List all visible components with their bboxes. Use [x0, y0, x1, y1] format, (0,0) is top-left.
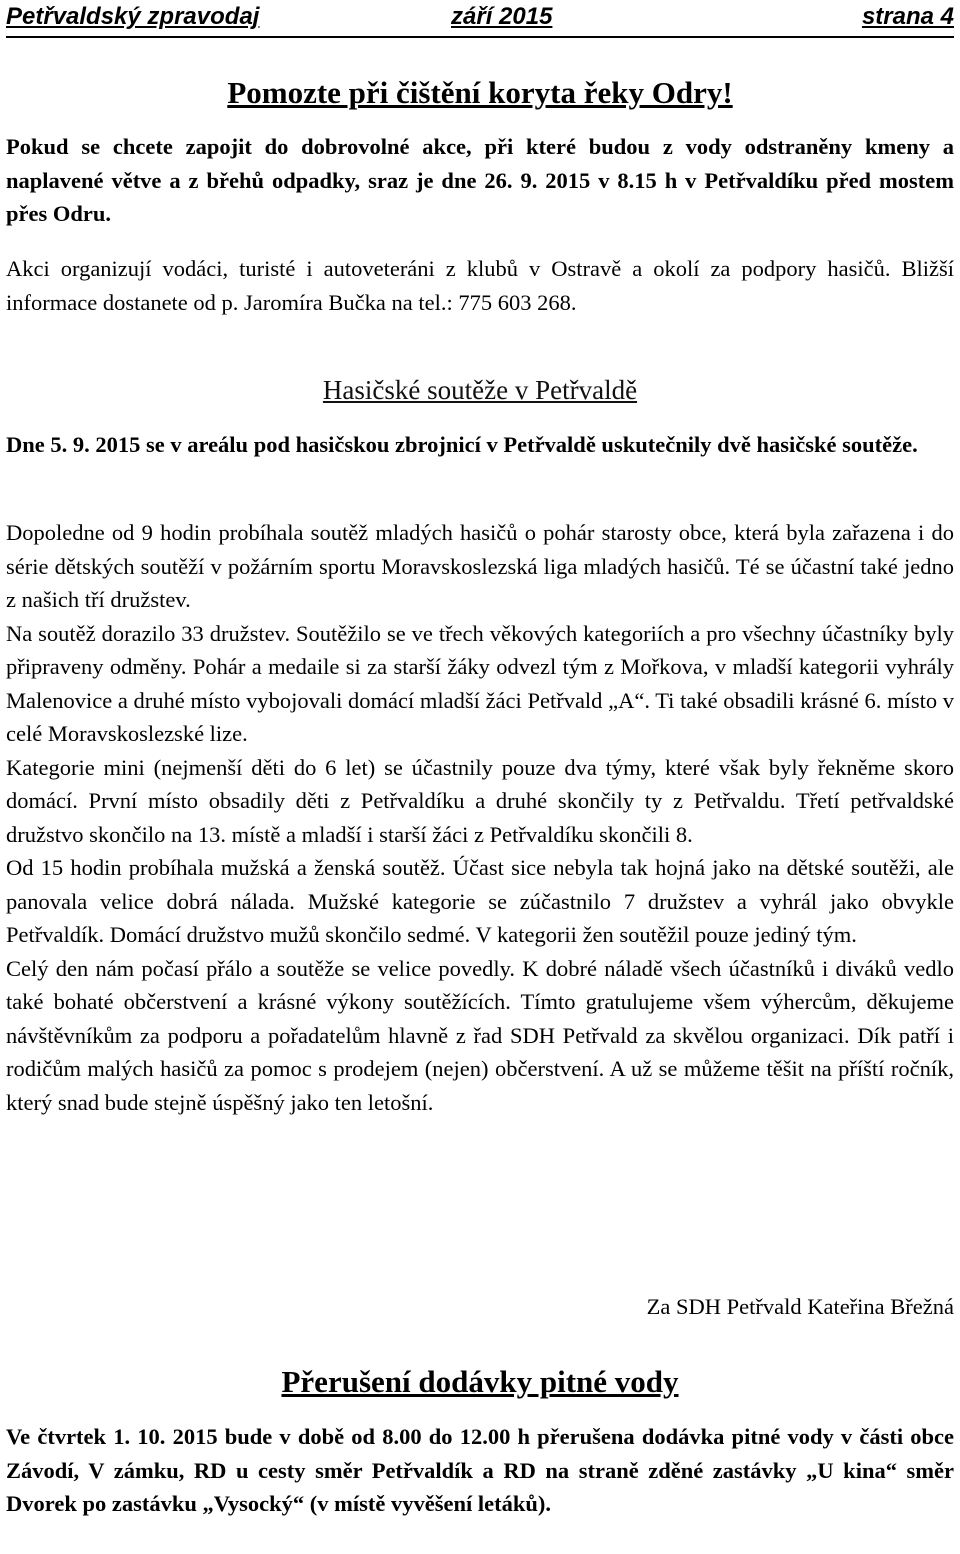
- page-header: [6, 2, 954, 38]
- article-title-voda: Přerušení dodávky pitné vody: [281, 1364, 679, 1399]
- page-number: strana 4: [861, 3, 954, 30]
- body-paragraph: Kategorie mini (nejmenší děti do 6 let) se účastnily pouze dva týmy, které však byly řekněme skoro domácí. První místo obsadily děti z Petřvaldíku a druhé skončily ty z Petřvaldu. Třetí petřvaldské družstvo skončilo na 13. místě a mladší i starší žáci z Petřvaldíku skončili 8.: [6, 754, 954, 847]
- body-paragraph: Dopoledne od 9 hodin probíhala soutěž mladých hasičů o pohár starosty obce, která byla zařazena i do série dětských soutěží v požárním sportu Moravskoslezská liga mladých hasičů. Té se účastní také jedno z našich tří družstev.: [6, 520, 954, 612]
- article-signature: Za SDH Petřvald Kateřina Břežná: [646, 1294, 954, 1319]
- article-title-hasici: Hasičské soutěže v Petřvaldě: [322, 375, 638, 405]
- article-body-hasici: [6, 516, 954, 1119]
- article-lead-odra: [6, 130, 954, 231]
- article-lead-hasici: [6, 428, 954, 462]
- body-paragraph: Ve čtvrtek 1. 10. 2015 bude v době od 8.00 do 12.00 h přerušena dodávka pitné vody v části obce Závodí, V zámku, RD u cesty směr Petřvaldík a RD na straně zděné zastávky „U kina“ směr Dvorek po zastávku „Vysocký“ (v místě vyvěšení letáků).: [6, 1424, 954, 1516]
- lead-paragraph: Dne 5. 9. 2015 se v areálu pod hasičskou zbrojnicí v Petřvaldě uskutečnily dvě hasičské soutěže.: [6, 432, 918, 457]
- body-paragraph: Na soutěž dorazilo 33 družstev. Soutěžilo se ve třech věkových kategoriích a pro všechny účastníky byly připraveny odměny. Pohár a medaile si za starší žáky odvezl tým z Mořkova, v mladší kategorii vyhrály Malenovice a druhé místo vybojovali domácí mladší žáci Petřvald „A“. Ti také obsadili krásné 6. místo v celé Moravskoslezské lize.: [6, 620, 954, 746]
- lead-paragraph: Pokud se chcete zapojit do dobrovolné akce, při které budou z vody odstraněny kmeny a naplavené větve a z břehů odpadky, sraz je dne 26. 9. 2015 v 8.15 h v Petřvaldíku před mostem přes Odru.: [6, 134, 954, 226]
- body-paragraph: Celý den nám počasí přálo a soutěže se velice povedly. K dobré náladě všech účastníků i diváků vedlo také bohaté občerstvení a krásné výkony soutěžících. Tímto gratulujeme všem výhercům, děkujeme návštěvníkům za podporu a pořadatelům hlavně z řad SDH Petřvald za skvělou organizaci. Dík patří i rodičům malých hasičů za pomoc s prodejem (nejen) občerstvení. A už se můžeme těšit na příští ročník, který snad bude stejně úspěšný jako ten letošní.: [6, 955, 954, 1115]
- publication-name: Petřvaldský zpravodaj: [6, 3, 260, 30]
- article-body-odra: [6, 252, 954, 319]
- body-paragraph: Akci organizují vodáci, turisté i autoveteráni z klubů v Ostravě a okolí za podpory hasičů. Bližší informace dostanete od p. Jaromíra Bučka na tel.: 775 603 268.: [6, 256, 954, 315]
- body-paragraph: Od 15 hodin probíhala mužská a ženská soutěž. Účast sice nebyla tak hojná jako na dětské soutěži, ale panovala velice dobrá nálada. Mužské kategorie se zúčastnilo 7 družstev a vyhrál jako obvykle Petřvaldík. Domácí družstvo mužů skončilo sedmé. V kategorii žen soutěžil pouze jediný tým.: [6, 855, 954, 947]
- article-body-voda: [6, 1420, 954, 1521]
- issue-date: září 2015: [451, 3, 553, 30]
- article-title-odra: Pomozte při čištění koryta řeky Odry!: [227, 75, 733, 110]
